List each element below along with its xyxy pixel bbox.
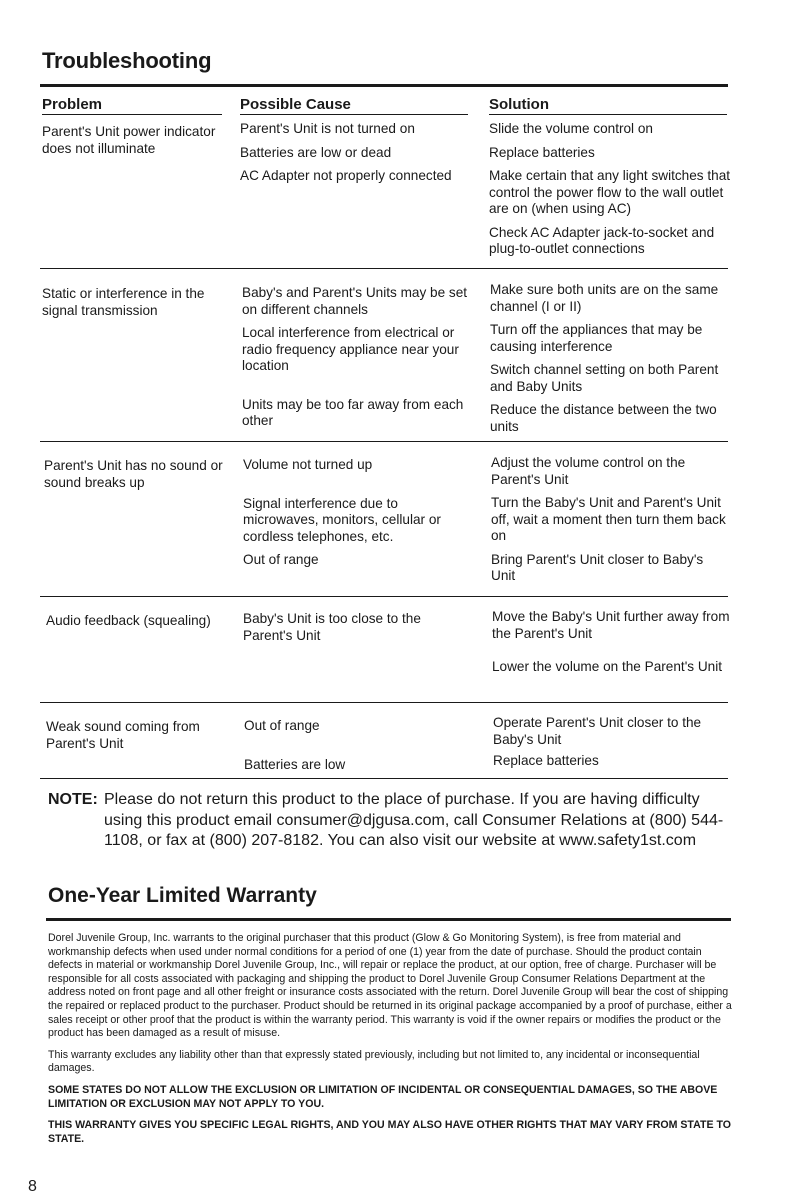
warranty-paragraph: Dorel Juvenile Group, Inc. warrants to the original purchaser that this product (Glow & Go Monitoring System), is free from material and workmanship defects when used under normal conditions for a period of one (1) year from the date of purchase. Should the product contain defects in material or workmanship Dorel Juvenile Group, Inc., will repair or replace the product, at our option, free of charge. Purchaser will be responsible for all costs associated with packaging and shipping the product to Dorel Juvenile Group Consumer Relations Department at the address noted on front page and all other freight or insurance costs associated with the return. Dorel Juvenile Group will bear the cost of shipping the repaired or replaced product to the purchaser. Product should be returned in its original package accompanied by a proof of purchase, either a sales receipt or other proof that the product is within the warranty period. This warranty is void if the owner repairs or modifies the product or the product has been damaged as a result of misuse. [48,932,732,1040]
row-3-cause: Out of range [243,552,319,567]
row-4-causes [243,611,463,644]
warranty-paragraph: SOME STATES DO NOT ALLOW THE EXCLUSION OR LIMITATION OF INCIDENTAL OR CONSEQUENTIAL DAMAGES, SO THE ABOVE LIMITATION OR EXCLUSION MAY NOT APPLY TO YOU. [48,1083,718,1110]
row-2-causes [242,285,472,430]
row-2-solution: Reduce the distance between the two units [490,402,717,434]
row-3-solution: Bring Parent's Unit closer to Baby's Unit [491,551,704,583]
row-5-cause: Batteries are low [244,756,346,772]
note-label: NOTE: [48,791,98,808]
row-3-cause: Signal interference due to microwaves, monitors, cellular or cordless telephones, etc. [243,495,441,544]
row-divider [40,441,728,442]
row-4-solutions [492,609,732,676]
row-3-solution: Adjust the volume control on the Parent's Unit [491,455,686,487]
row-1-cause: Batteries are low or dead [240,144,392,160]
row-2-solution: Make sure both units are on the same channel (I or II) [490,282,719,314]
row-5-solution: Operate Parent's Unit closer to the Baby's Unit [493,715,702,747]
row-divider [40,596,728,597]
row-5-causes [244,718,464,773]
row-4-cause: Baby's Unit is too close to the Parent's Unit [243,611,421,643]
page-title: Troubleshooting [42,48,212,73]
column-header-problem: Problem [42,96,222,115]
page-number: 8 [28,1178,37,1195]
column-header-cause: Possible Cause [240,96,468,115]
row-1-causes [240,121,470,185]
row-3-problem: Parent's Unit has no sound or sound breaks up [44,458,223,490]
row-1-cause: Parent's Unit is not turned on [240,121,415,136]
row-4-solution: Lower the volume on the Parent's Unit [492,659,723,674]
row-2-cause: Baby's and Parent's Units may be set on different channels [242,285,468,317]
row-3-solution: Turn the Baby's Unit and Parent's Unit off, wait a moment then turn them back on [491,495,726,543]
row-5-cause: Out of range [244,718,320,733]
row-4-problem: Audio feedback (squealing) [46,613,211,628]
warranty-title: One-Year Limited Warranty [48,884,317,907]
row-2-solutions [490,282,728,435]
warranty-paragraph: This warranty excludes any liability other than that expressly stated previously, including but not limited to, any incidental or inconsequential damages. [48,1048,700,1075]
row-2-cause: Local interference from electrical or radio frequency appliance near your location [242,325,459,373]
row-3-cause: Volume not turned up [243,457,373,472]
row-2-solution: Turn off the appliances that may be causing interference [490,322,703,354]
row-5-solution: Replace batteries [493,753,599,768]
title-divider [40,84,728,87]
row-1-solution: Replace batteries [489,144,595,160]
row-divider [40,702,728,703]
warranty-paragraph: THIS WARRANTY GIVES YOU SPECIFIC LEGAL RIGHTS, AND YOU MAY ALSO HAVE OTHER RIGHTS THAT MAY VARY FROM STATE TO STATE. [48,1119,731,1145]
row-3-causes [243,457,473,569]
column-header-solution: Solution [489,96,727,115]
row-1-solution: Make certain that any light switches that control the power flow to the wall outlet are on (when using AC) [489,168,731,216]
table-bottom-rule [40,778,728,779]
row-divider [40,268,728,269]
row-3-solutions [491,455,729,585]
note-text: Please do not return this product to the place of purchase. If you are having difficulty using this product email consumer@djgusa.com, call Consumer Relations at (800) 544-1108, or fax at (800) 207-8182. You can also visit our website at www.safety1st.com [104,791,724,849]
row-2-problem: Static or interference in the signal transmission [42,286,205,318]
warranty-text [48,932,732,1154]
row-5-problem: Weak sound coming from Parent's Unit [46,719,200,751]
note [48,790,728,852]
row-1-solutions [489,121,737,258]
row-5-solutions [493,715,733,770]
row-1-cause: AC Adapter not properly connected [240,168,452,183]
warranty-divider [46,918,731,921]
row-1-problem: Parent's Unit power indicator does not illuminate [42,124,216,156]
row-1-solution: Check AC Adapter jack-to-socket and plug-to-outlet connections [489,224,715,256]
row-2-solution: Switch channel setting on both Parent and Baby Units [490,362,719,394]
row-2-cause: Units may be too far away from each other [242,396,464,428]
row-4-solution: Move the Baby's Unit further away from the Parent's Unit [492,609,730,641]
row-1-solution: Slide the volume control on [489,121,653,136]
